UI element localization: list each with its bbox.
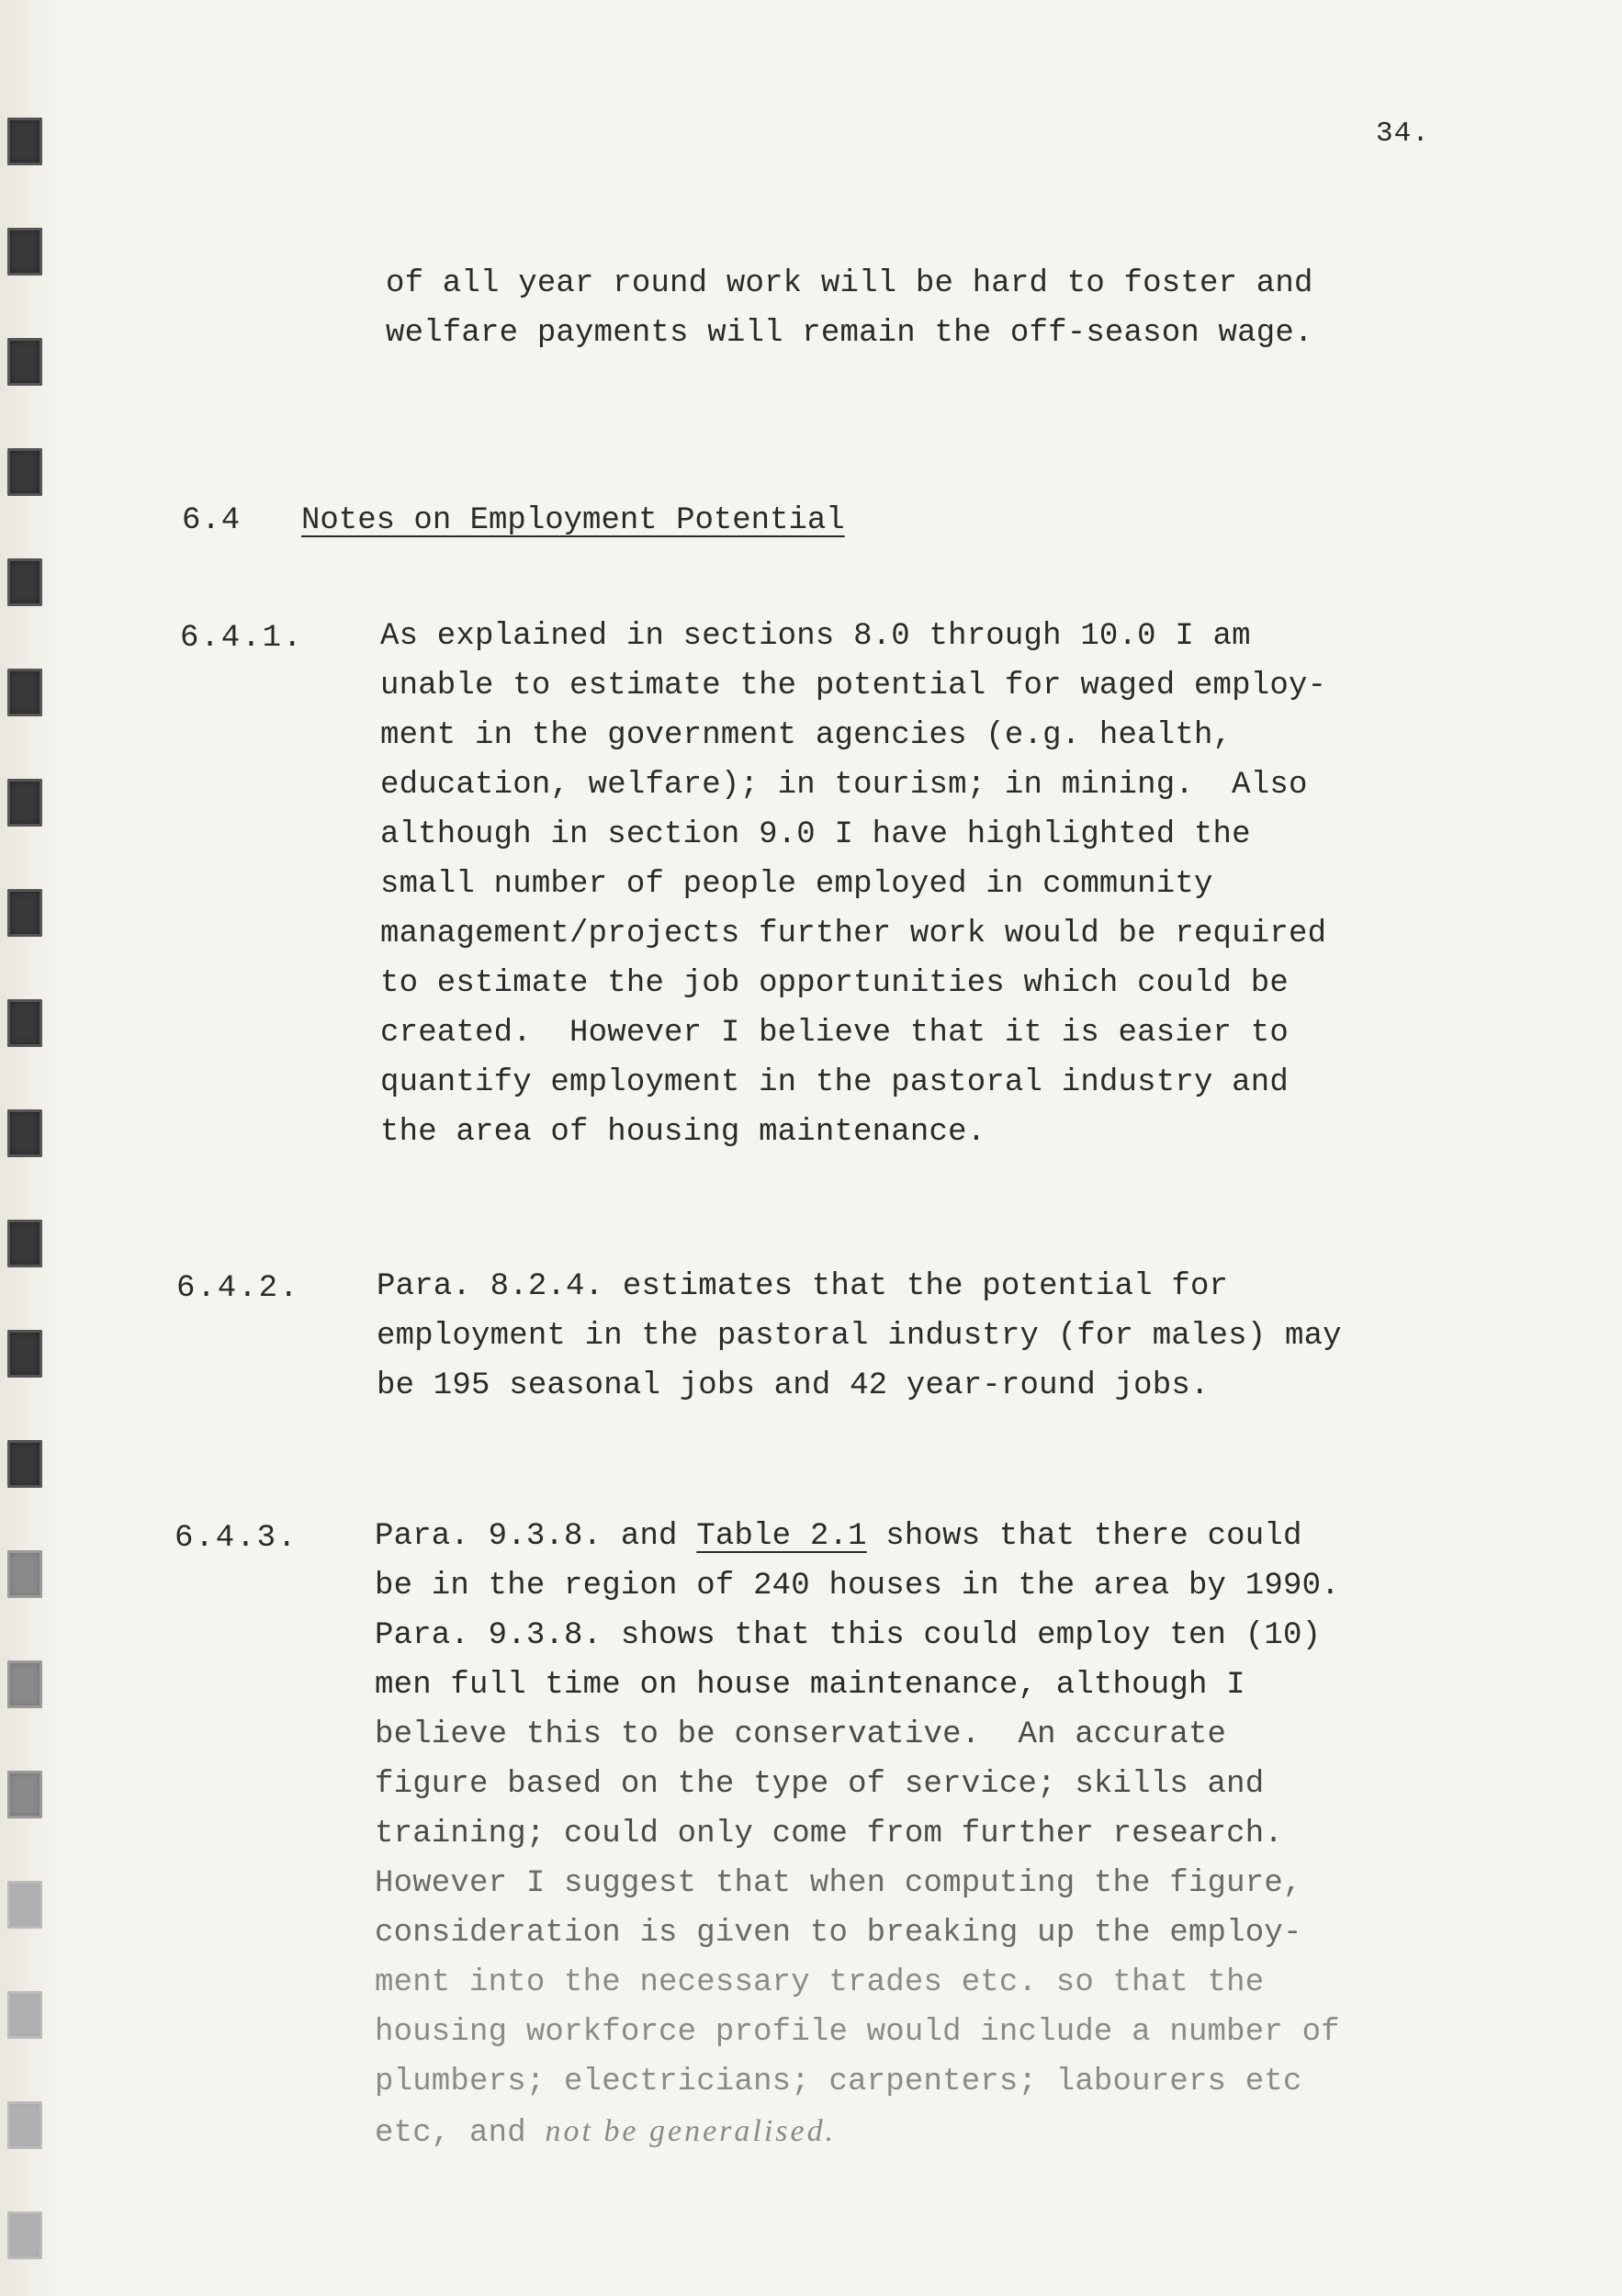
text-segment: etc, and — [375, 2116, 546, 2151]
binding-hole — [7, 1991, 42, 2039]
binding-hole — [7, 448, 42, 496]
text-line: training; could only come from further research. — [375, 1817, 1283, 1851]
text-line: believe this to be conservative. An accurate — [375, 1717, 1227, 1752]
binding-hole — [7, 669, 42, 716]
binding-hole — [7, 228, 42, 276]
text-line: As explained in sections 8.0 through 10.0 I am — [380, 619, 1251, 654]
binding-hole — [7, 1440, 42, 1488]
binding-hole — [7, 889, 42, 937]
binding-hole — [7, 118, 42, 165]
binding-hole — [7, 338, 42, 386]
text-line: plumbers; electricians; carpenters; labourers etc — [375, 2065, 1302, 2099]
text-line: ment into the necessary trades etc. so that the — [375, 1965, 1265, 2000]
text-line: the area of housing maintenance. — [380, 1115, 986, 1150]
binding-hole — [7, 2212, 42, 2259]
binding-hole — [7, 1550, 42, 1598]
text-line: welfare payments will remain the off-season wage. — [386, 316, 1313, 351]
text-line: ment in the government agencies (e.g. health, — [380, 718, 1233, 753]
text-line: housing workforce profile would include a number of — [375, 2015, 1340, 2050]
text-line: small number of people employed in community — [380, 867, 1213, 902]
binding-hole — [7, 1330, 42, 1378]
text-line: quantify employment in the pastoral industry and — [380, 1065, 1289, 1100]
binding-hole — [7, 1771, 42, 1818]
paragraph-number: 6.4.1. — [180, 621, 304, 656]
section-title: Notes on Employment Potential — [301, 503, 845, 538]
text-line: figure based on the type of service; skills and — [375, 1767, 1265, 1802]
binding-hole — [7, 2101, 42, 2149]
text-line: be 195 seasonal jobs and 42 year-round jobs. — [377, 1368, 1210, 1403]
text-line: be in the region of 240 houses in the area by 1990. — [375, 1569, 1340, 1604]
section-number: 6.4 — [182, 503, 242, 538]
text-line: employment in the pastoral industry (for males) may — [377, 1319, 1342, 1354]
binding-hole — [7, 999, 42, 1047]
paragraph-number: 6.4.3. — [175, 1521, 298, 1556]
text-line: of all year round work will be hard to foster and — [386, 266, 1313, 301]
text-line: Para. 9.3.8. shows that this could employ ten (10) — [375, 1618, 1322, 1653]
text-line: although in section 9.0 I have highlighted the — [380, 817, 1251, 852]
emphasis-text: not be generalised. — [545, 2114, 837, 2148]
table-reference: Table 2.1 — [696, 1519, 867, 1554]
binding-hole — [7, 1220, 42, 1267]
text-line: education, welfare); in tourism; in mining. Also — [380, 768, 1308, 803]
text-line: Para. 8.2.4. estimates that the potential for — [377, 1269, 1229, 1304]
binding-hole — [7, 558, 42, 606]
text-line: However I suggest that when computing the figure, — [375, 1866, 1302, 1901]
text-line — [375, 2116, 836, 2149]
binding-hole — [7, 1109, 42, 1157]
text-line: management/projects further work would be required — [380, 917, 1327, 951]
binding-hole — [7, 1660, 42, 1708]
text-line: unable to estimate the potential for waged employ- — [380, 669, 1327, 703]
text-line: created. However I believe that it is easier to — [380, 1016, 1289, 1051]
text-line: consideration is given to breaking up the employ- — [375, 1916, 1302, 1951]
text-segment: shows that there could — [866, 1519, 1302, 1554]
binding-hole — [7, 779, 42, 827]
page-number: 34. — [1376, 118, 1430, 150]
text-segment: Para. 9.3.8. and — [375, 1519, 697, 1554]
binding-hole — [7, 1881, 42, 1929]
text-line — [375, 1521, 1302, 1552]
text-line: men full time on house maintenance, although I — [375, 1668, 1245, 1703]
text-line: to estimate the job opportunities which could be — [380, 966, 1289, 1001]
paragraph-number: 6.4.2. — [176, 1271, 300, 1306]
page-binding-edge — [0, 0, 64, 2296]
